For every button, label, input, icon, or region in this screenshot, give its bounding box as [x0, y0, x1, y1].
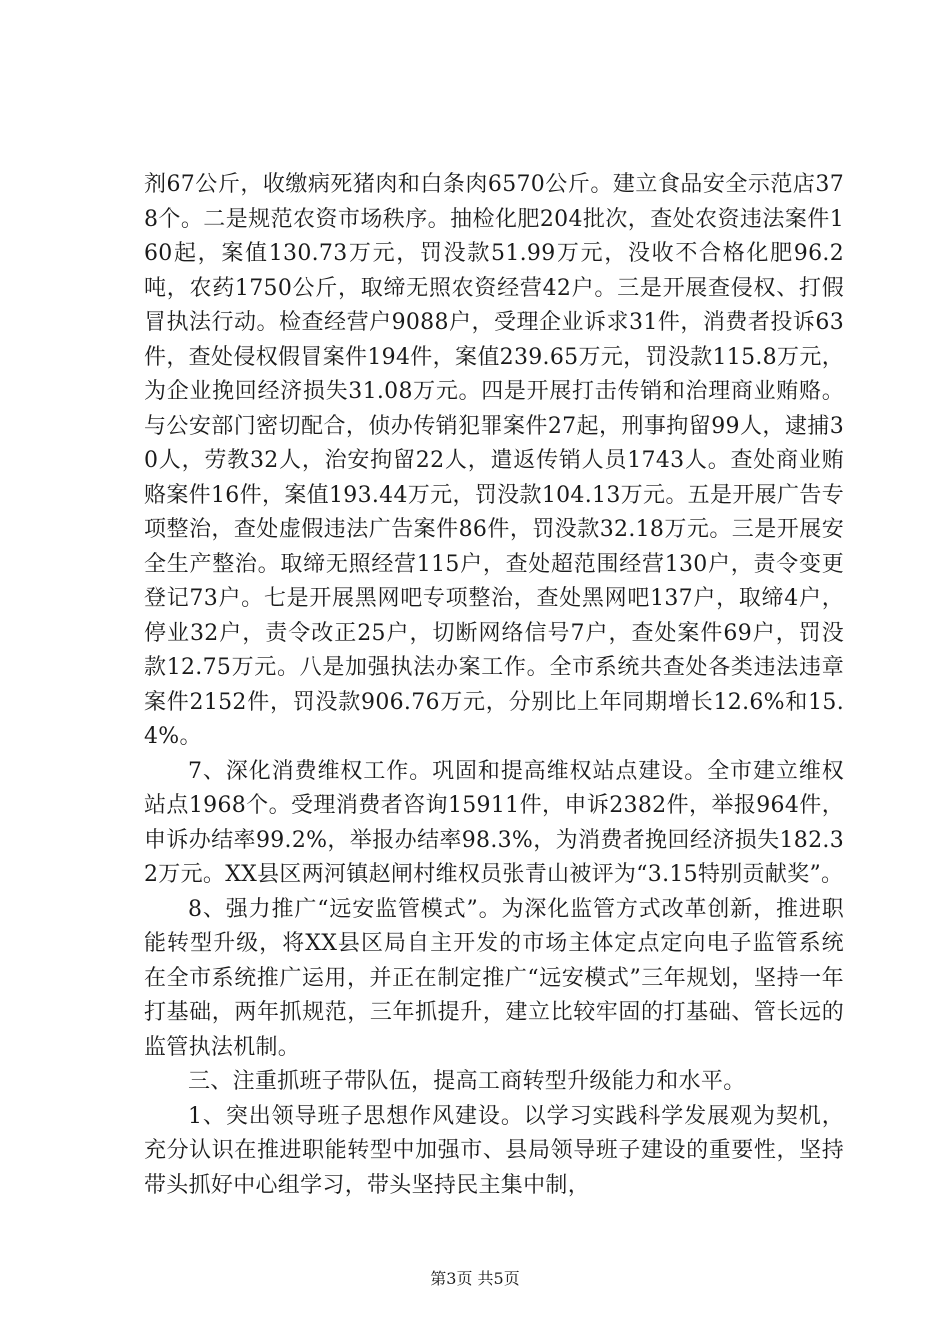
- page-footer: 第3页 共5页: [430, 1269, 520, 1288]
- paragraph-1: 剂67公斤，收缴病死猪肉和白条肉6570公斤。建立食品安全示范店378个。二是规范农资市场秩序。抽检化肥204批次，查处农资违法案件160起，案值130.73万元，罚没款51.99万元，没收不合格化肥96.2吨，农药1750公斤，取缔无照农资经营42户。三是开展查侵权、打假冒执法行动。检查经营户9088户，受理企业诉求31件，消费者投诉63件，查处侵权假冒案件194件，案值239.65万元，罚没款115.8万元，为企业挽回经济损失31.08万元。四是开展打击传销和治理商业贿赂。与公安部门密切配合，侦办传销犯罪案件27起，刑事拘留99人，逮捕30人，劳教32人，治安拘留22人，遣返传销人员1743人。查处商业贿赂案件16件，案值193.44万元，罚没款104.13万元。五是开展广告专项整治，查处虚假违法广告案件86件，罚没款32.18万元。三是开展安全生产整治。取缔无照经营115户，查处超范围经营130户，责令变更登记73户。七是开展黑网吧专项整治，查处黑网吧137户，取缔4户，停业32户，责令改正25户，切断网络信号7户，查处案件69户，罚没款12.75万元。八是加强执法办案工作。全市系统共查处各类违法违章案件2152件，罚没款906.76万元，分别比上年同期增长12.6%和15.4%。: [144, 172, 844, 749]
- section-heading: 三、注重抓班子带队伍，提高工商转型升级能力和水平。: [188, 1069, 746, 1094]
- paragraph-2: 7、深化消费维权工作。巩固和提高维权站点建设。全市建立维权站点1968个。受理消费者咨询15911件，申诉2382件，举报964件，申诉办结率99.2%，举报办结率98.3%，为消费者挽回经济损失182.32万元。XX县区两河镇赵闸村维权员张青山被评为“3.15特别贡献奖”。: [144, 758, 844, 887]
- paragraph-3: 8、强力推广“远安监管模式”。为深化监管方式改革创新，推进职能转型升级，将XX县区局自主开发的市场主体定点定向电子监管系统在全市系统推广运用，并正在制定推广“远安模式”三年规划，坚持一年打基础，两年抓规范，三年抓提升，建立比较牢固的打基础、管长远的监管执法机制。: [144, 896, 844, 1060]
- document-body: [144, 168, 844, 1203]
- paragraph-4: 1、突出领导班子思想作风建设。以学习实践科学发展观为契机，充分认识在推进职能转型中加强市、县局领导班子建设的重要性，坚持带头抓好中心组学习，带头坚持民主集中制，: [144, 1103, 844, 1198]
